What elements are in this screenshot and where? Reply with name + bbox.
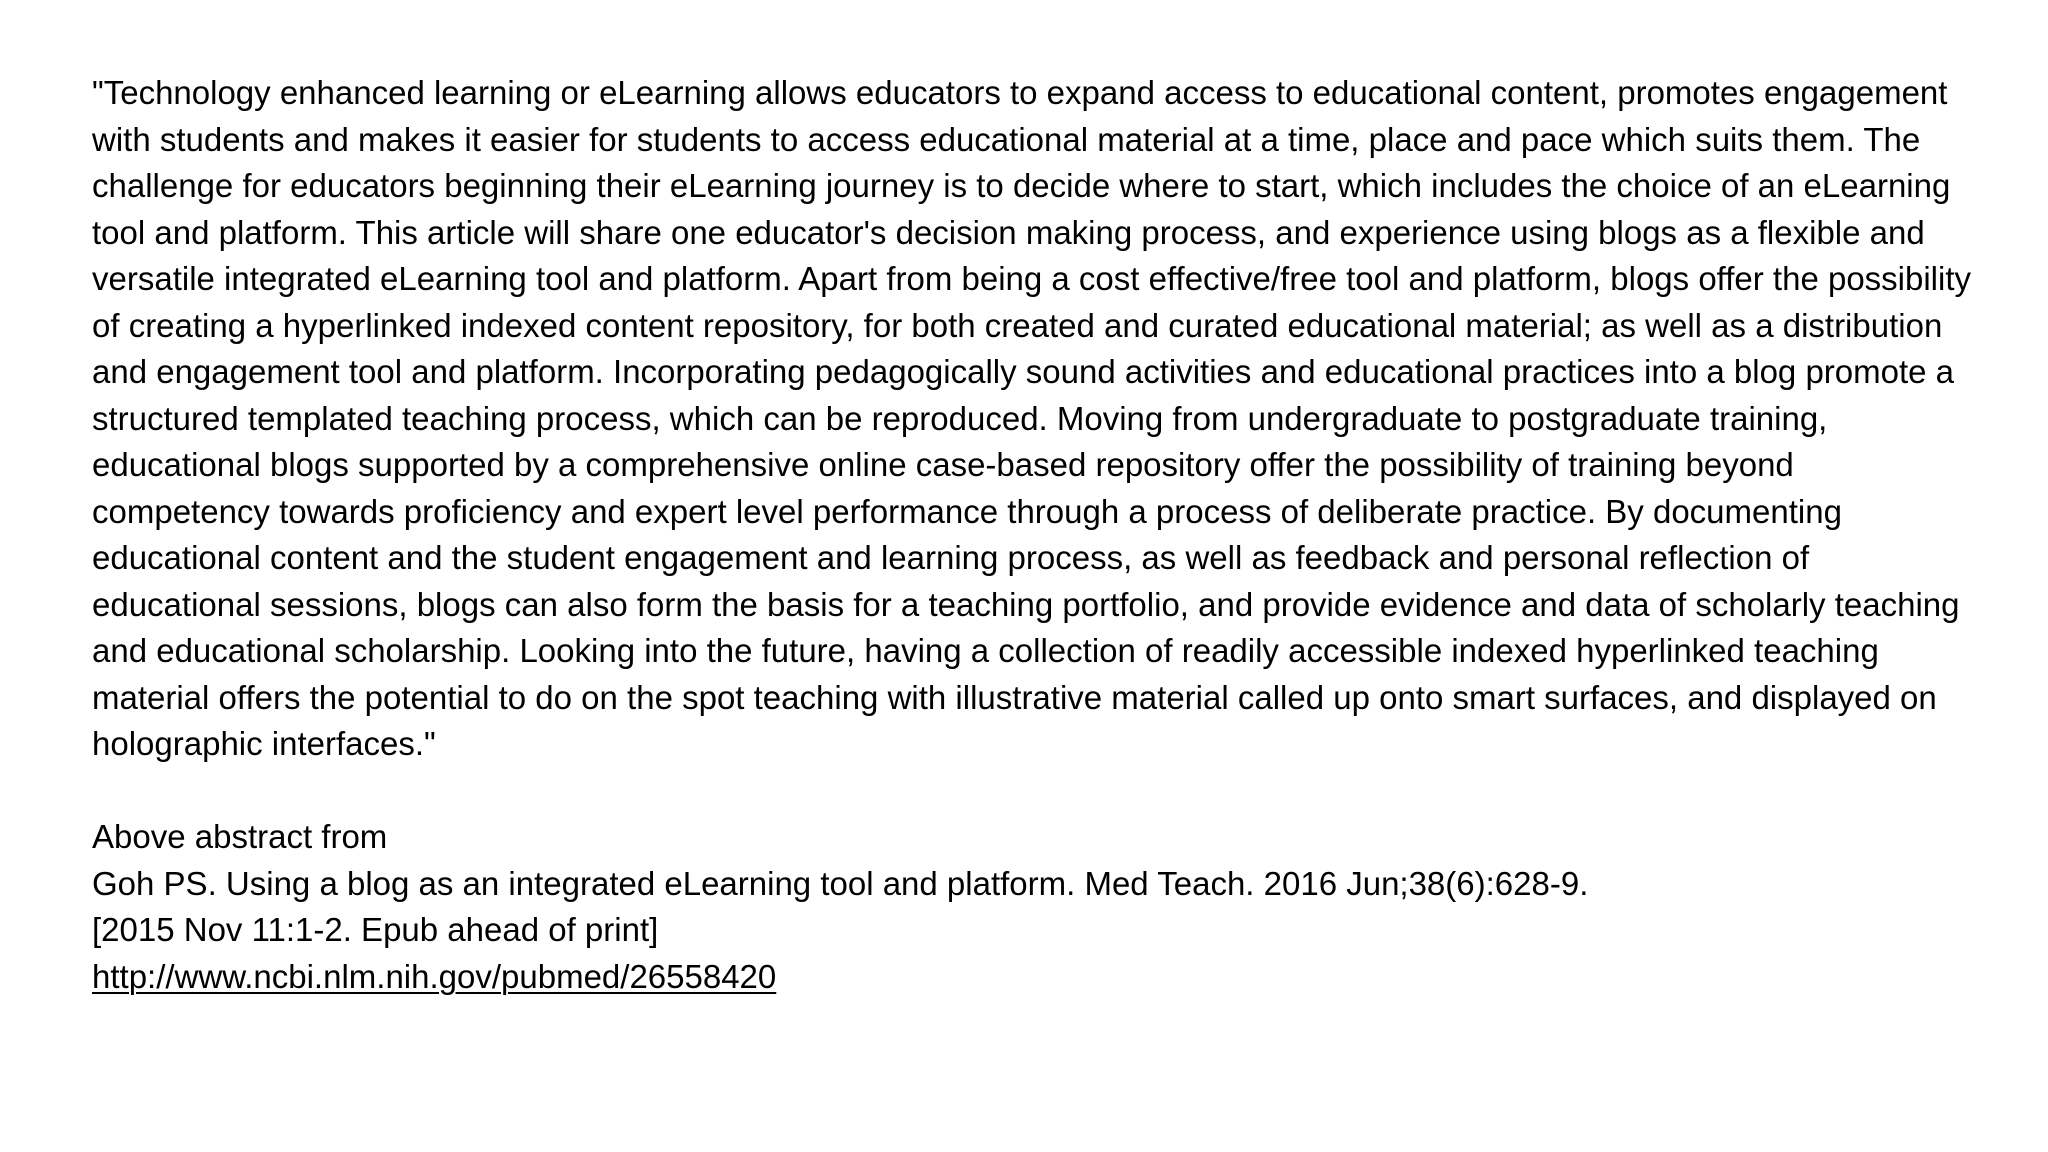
- source-block: [92, 814, 1972, 1000]
- source-intro: Above abstract from: [92, 818, 388, 855]
- source-epub-note: [2015 Nov 11:1-2. Epub ahead of print]: [92, 911, 659, 948]
- content-area: [92, 70, 1972, 1000]
- abstract-paragraph: "Technology enhanced learning or eLearning allows educators to expand access to educational content, promotes engagement with students and makes it easier for students to access educational material at a time, place and pace which suits them. The challenge for educators beginning their eLearning journey is to decide where to start, which includes the choice of an eLearning tool and platform. This article will share one educator's decision making process, and experience using blogs as a flexible and versatile integrated eLearning tool and platform. Apart from being a cost effective/free tool and platform, blogs offer the possibility of creating a hyperlinked indexed content repository, for both created and curated educational material; as well as a distribution and engagement tool and platform. Incorporating pedagogically sound activities and educational practices into a blog promote a structured templated teaching process, which can be reproduced. Moving from undergraduate to postgraduate training, educational blogs supported by a comprehensive online case-based repository offer the possibility of training beyond competency towards proficiency and expert level performance through a process of deliberate practice. By documenting educational content and the student engagement and learning process, as well as feedback and personal reflection of educational sessions, blogs can also form the basis for a teaching portfolio, and provide evidence and data of scholarly teaching and educational scholarship. Looking into the future, having a collection of readily accessible indexed hyperlinked teaching material offers the potential to do on the spot teaching with illustrative material called up onto smart surfaces, and displayed on holographic interfaces.": [92, 74, 1972, 762]
- paragraph-spacer: [92, 768, 1972, 815]
- pubmed-link[interactable]: http://www.ncbi.nlm.nih.gov/pubmed/26558420: [92, 957, 777, 995]
- source-citation: Goh PS. Using a blog as an integrated eLearning tool and platform. Med Teach. 2016 Jun;38(6):628-9.: [92, 864, 1589, 902]
